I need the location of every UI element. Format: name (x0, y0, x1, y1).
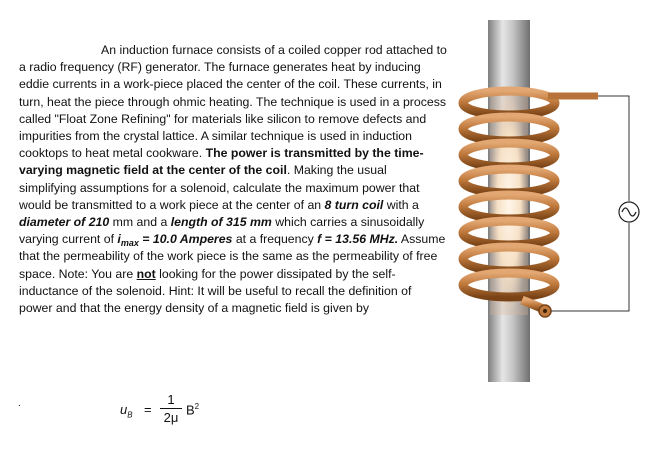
formula-B: $B^2$ (186, 402, 200, 418)
assumption-text: Assume that the permeability of the work piece is the same as the permeability of free space. Note: You are (19, 232, 446, 281)
text-with: with a (383, 197, 419, 212)
turns-value: 8 turn coil (324, 197, 384, 212)
text-current: which carries a sinusoidally varying current of (19, 215, 425, 247)
fraction-bar (160, 408, 182, 409)
energy-density-formula (120, 392, 280, 432)
circuit-wire-bottom (551, 223, 629, 311)
length-value: length of 315 mm (170, 215, 272, 230)
current-amount: = 10.0 Amperes (138, 232, 233, 247)
problem-paragraph (19, 42, 447, 317)
diameter-value: diameter of 210 (19, 215, 110, 230)
circuit-wire-top (598, 96, 629, 201)
frequency-value: f = 13.56 MHz. (317, 232, 399, 247)
formula-u: $u_B$ (120, 402, 133, 420)
hint-text: looking for the power dissipated by the self-inductance of the solenoid. Hint: It will be useful to recall the definition of power and that the energy density of a magnetic field is given by (19, 266, 412, 316)
problem-statement (19, 42, 447, 317)
induction-coil-figure (452, 0, 645, 460)
formula-fraction (160, 392, 182, 426)
text-mm-and: mm and a (109, 215, 171, 230)
formula-denominator: 2μ (163, 410, 179, 425)
current-subscript: max (120, 238, 139, 249)
text-frequency: at a frequency (232, 232, 318, 247)
heated-zone (490, 90, 528, 315)
current-value (117, 232, 233, 249)
formula-numerator: 1 (167, 392, 175, 407)
bold-statement: The power is transmitted by the time-varying magnetic field at the center of the coil (19, 146, 424, 178)
intro-text: An induction furnace consists of a coiled copper rod attached to a radio frequency (RF) generator. The furnace generates heat by inducing eddie currents in a work-piece placed the center of the coil. These currents, in turn, heat the piece through ohmic heating. The technique is used in a process called "Float Zone Refining" for materials like silicon to remove defects and impurities from the crystal lattice. A similar technique is used in induction cooktops to heat metal cookware. (19, 43, 447, 161)
current-symbol: i (117, 232, 121, 247)
ac-source-icon (619, 202, 639, 222)
coil-illustration (452, 0, 645, 460)
formula-B-exponent: 2 (194, 402, 200, 411)
formula-u-subscript: B (127, 410, 133, 420)
bullet-dot: . (18, 398, 21, 409)
not-emphasis: not (136, 266, 156, 281)
formula-equals: = (144, 402, 152, 417)
task-text: . Making the usual simplifying assumptions for a solenoid, calculate the maximum power that would be transmitted to a work piece at the center of an (19, 163, 420, 212)
